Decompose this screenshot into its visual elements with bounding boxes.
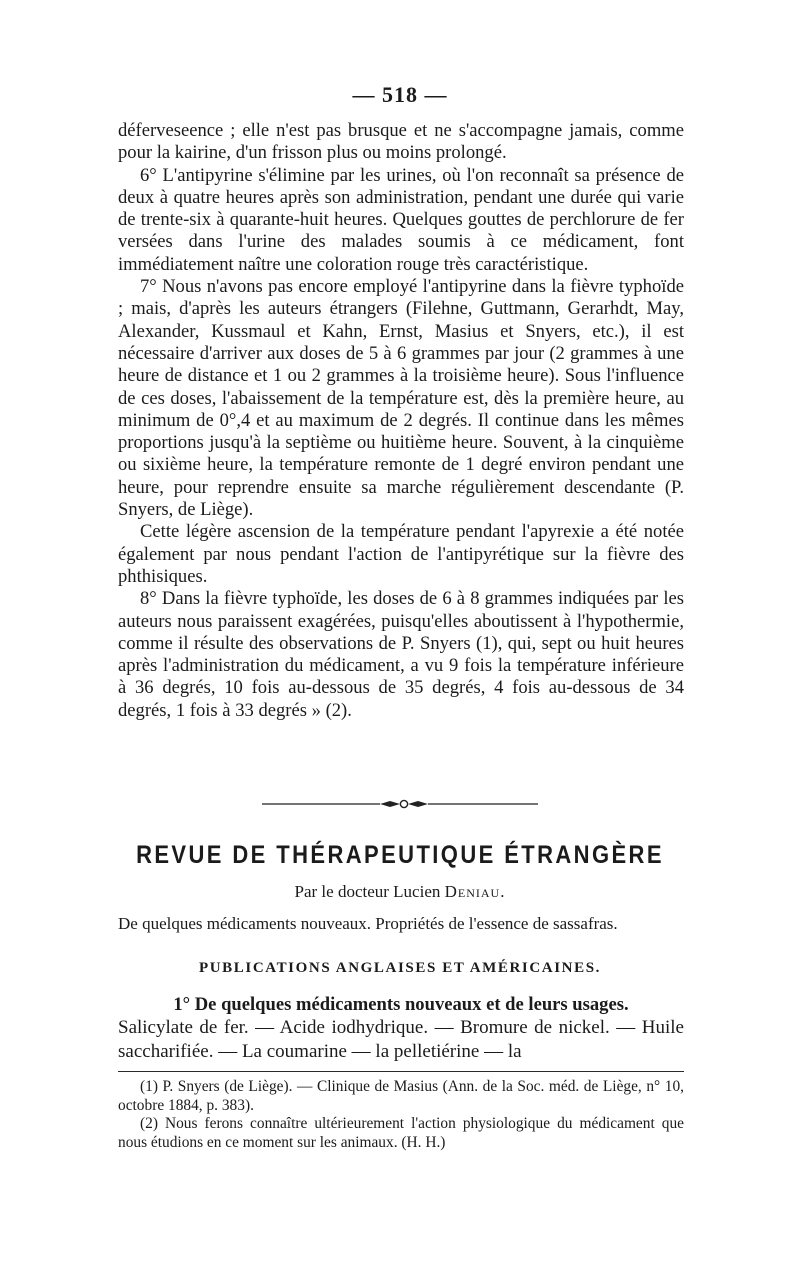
byline-prefix: Par le docteur Lucien: [294, 882, 445, 901]
byline: [0, 882, 800, 902]
footnote-1: (1) P. Snyers (de Liège). — Clinique de Masius (Ann. de la Soc. méd. de Liège, n° 10, octobre 1884, p. 383).: [118, 1078, 684, 1114]
author-name: Deniau.: [444, 882, 506, 901]
article-title: REVUE DE THÉRAPEUTIQUE ÉTRANGÈRE: [136, 840, 664, 869]
paragraph-5: 8° Dans la fièvre typhoïde, les doses de 6 à 8 grammes indiquées par les auteurs nous paraissent exagérées, puisqu'elles aboutissent à l'hypothermie, comme il résulte des observations de P. Snyers (1), qui, sept ou huit heures après l'administration du médicament, a vu 9 fois la température inférieure à 36 degrés, 10 fois au-dessous de 35 degrés, 4 fois au-dessous de 34 degrés, 1 fois à 33 degrés » (2).: [118, 588, 684, 721]
footnote-rule: [118, 1071, 684, 1072]
subheading: 1° De quelques médicaments nouveaux et de leurs usages.: [173, 994, 629, 1015]
paragraph-1: déferveseence ; elle n'est pas brusque et ne s'accompagne jamais, comme pour la kairine, d'un frisson plus ou moins prolongé.: [118, 120, 684, 164]
medication-list-text: Salicylate de fer. — Acide iodhydrique. — Bromure de nickel. — Huile saccharifiée. — La coumarine — la pelletiérine — la: [118, 1017, 684, 1062]
section-heading: PUBLICATIONS ANGLAISES ET AMÉRICAINES.: [198, 960, 601, 976]
footnote-2: (2) Nous ferons connaître ultérieurement l'action physiologique du médicament que nous étudions en ce moment sur les animaux. (H. H.): [118, 1115, 684, 1151]
footnotes: [118, 1078, 684, 1152]
paragraph-3: 7° Nous n'avons pas encore employé l'antipyrine dans la fièvre typhoïde ; mais, d'après les auteurs étrangers (Filehne, Guttmann, Gerarhdt, May, Alexander, Kussmaul et Kahn, Ernst, Masius et Snyers, etc.), il est nécessaire d'arriver aux doses de 5 à 6 grammes par jour (2 grammes à une heure de distance et 1 ou 2 grammes à la troisième heure). Sous l'influence de ces doses, l'abaissement de la température est, dès la première heure, au minimum de 0°,4 et au maximum de 2 degrés. Il continue dans les mêmes proportions jusqu'à la septième ou huitième heure. Souvent, à la cinquième ou sixième heure, la température remonte de 1 degré environ pendant une heure, pour reprendre ensuite sa marche régulièrement descendante (P. Snyers, de Liège).: [118, 276, 684, 521]
article-subtitle: De quelques médicaments nouveaux. Propriétés de l'essence de sassafras.: [118, 914, 618, 933]
paragraph-2: 6° L'antipyrine s'élimine par les urines, où l'on reconnaît sa présence de deux à quatre heures après son administration, pendant une durée qui varie de trente-six à quarante-huit heures. Quelques gouttes de perchlorure de fer versées dans l'urine des malades soumis à ce médicament, font immédiatement naître une coloration rouge très caractéristique.: [118, 164, 684, 275]
body-text: [118, 120, 684, 722]
page-number: — 518 —: [352, 82, 448, 107]
paragraph-4: Cette légère ascension de la température pendant l'apyrexie a été notée également par nous pendant l'action de l'antipyrétique sur la fièvre des phthisiques.: [118, 521, 684, 587]
ornament-divider: [262, 798, 538, 810]
